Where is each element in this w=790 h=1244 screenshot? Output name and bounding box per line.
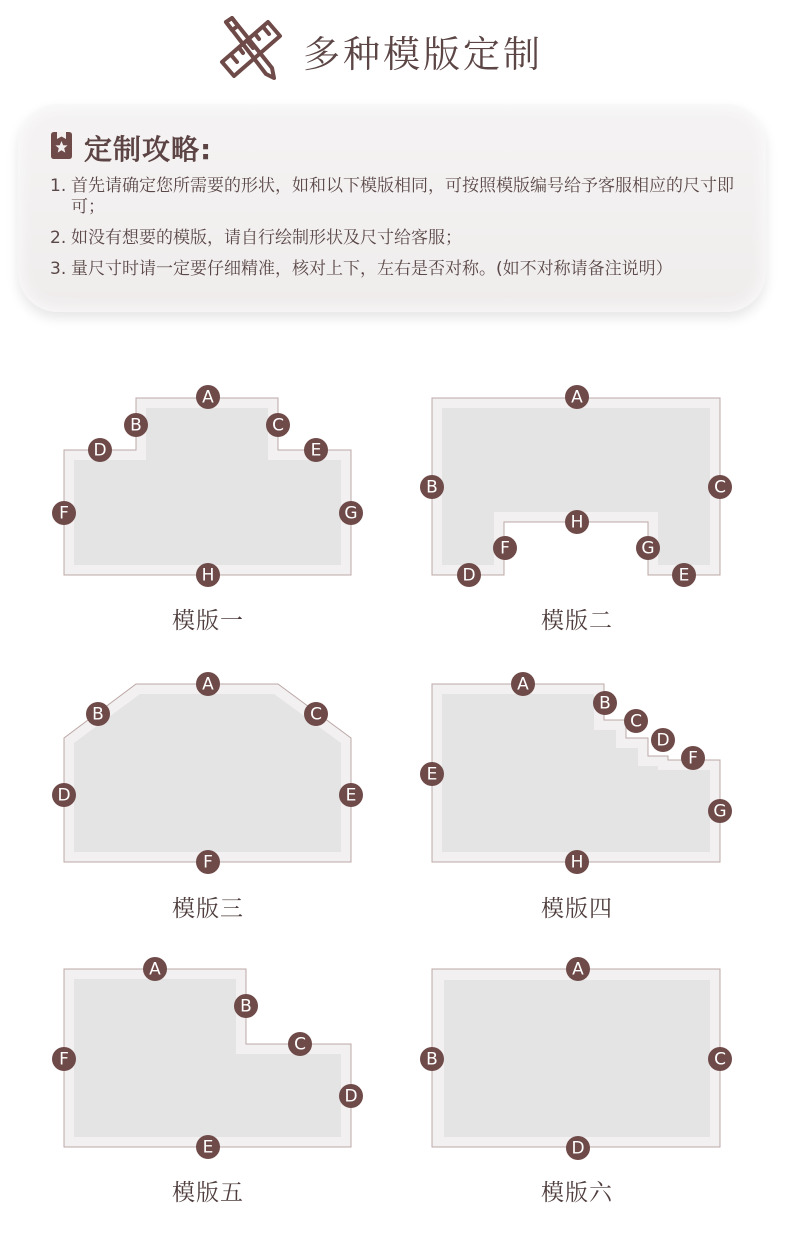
- tip-number: 3.: [50, 259, 67, 279]
- guide-title: 定制攻略:: [84, 133, 213, 166]
- svg-text:D: D: [93, 440, 107, 461]
- marker-f: [493, 536, 517, 560]
- customization-guide: [18, 104, 766, 312]
- svg-text:B: B: [240, 996, 252, 1017]
- template-1-shape: [48, 380, 368, 590]
- marker-e: [339, 783, 363, 807]
- svg-text:C: C: [294, 1034, 306, 1055]
- tip-item: [50, 259, 750, 280]
- svg-text:C: C: [310, 704, 322, 725]
- svg-text:F: F: [203, 852, 213, 873]
- marker-g: [339, 501, 363, 525]
- svg-text:E: E: [310, 440, 322, 461]
- marker-d: [457, 563, 481, 587]
- marker-d: [88, 438, 112, 462]
- svg-text:B: B: [92, 704, 104, 725]
- svg-text:F: F: [688, 748, 698, 769]
- template-label: 模版一: [172, 608, 244, 634]
- template-3[interactable]: [48, 668, 368, 928]
- marker-e: [196, 1135, 220, 1159]
- marker-h: [196, 563, 220, 587]
- svg-text:B: B: [426, 1049, 438, 1070]
- template-2[interactable]: [418, 380, 748, 640]
- svg-text:A: A: [572, 959, 584, 980]
- template-5[interactable]: [48, 952, 368, 1212]
- marker-a: [196, 672, 220, 696]
- tip-number: 2.: [50, 228, 67, 248]
- marker-g: [708, 799, 732, 823]
- tip-text: 量尺寸时请一定要仔细精准，核对上下，左右是否对称。(如不对称请备注说明）: [71, 259, 673, 279]
- marker-h: [565, 850, 589, 874]
- marker-e: [672, 563, 696, 587]
- svg-text:E: E: [426, 764, 438, 785]
- svg-text:H: H: [570, 512, 584, 533]
- marker-b: [124, 413, 148, 437]
- template-label: 模版二: [541, 608, 613, 634]
- svg-text:B: B: [426, 477, 438, 498]
- marker-f: [196, 850, 220, 874]
- template-4-shape: [418, 668, 748, 878]
- svg-text:F: F: [59, 503, 69, 524]
- svg-text:G: G: [641, 538, 655, 559]
- marker-a: [511, 672, 535, 696]
- template-label: 模版六: [541, 1180, 613, 1206]
- svg-text:C: C: [630, 711, 642, 732]
- marker-d: [566, 1136, 590, 1160]
- marker-c: [304, 702, 328, 726]
- marker-d: [339, 1084, 363, 1108]
- marker-c: [288, 1032, 312, 1056]
- star-bookmark-icon: [48, 132, 75, 159]
- marker-c: [266, 413, 290, 437]
- marker-f: [52, 501, 76, 525]
- svg-text:D: D: [656, 730, 670, 751]
- svg-text:G: G: [344, 503, 358, 524]
- svg-text:A: A: [202, 674, 214, 695]
- svg-text:G: G: [713, 801, 727, 822]
- tips-list: [50, 176, 750, 290]
- tip-item: [50, 176, 750, 218]
- marker-h: [565, 510, 589, 534]
- svg-text:F: F: [500, 538, 510, 559]
- marker-c: [708, 475, 732, 499]
- tip-text: 首先请确定您所需要的形状，如和以下模版相同，可按照模版编号给予客服相应的尺寸即可；: [71, 176, 734, 217]
- template-6-shape: [418, 952, 748, 1162]
- marker-b: [234, 994, 258, 1018]
- marker-c: [708, 1047, 732, 1071]
- tip-text: 如没有想要的模版，请自行绘制形状及尺寸给客服；: [71, 228, 462, 248]
- svg-text:C: C: [272, 415, 284, 436]
- svg-text:C: C: [714, 477, 726, 498]
- svg-text:F: F: [59, 1049, 69, 1070]
- template-3-shape: [48, 668, 368, 878]
- svg-text:A: A: [517, 674, 529, 695]
- svg-text:E: E: [345, 785, 357, 806]
- svg-text:E: E: [202, 1137, 214, 1158]
- svg-text:C: C: [714, 1049, 726, 1070]
- svg-text:H: H: [570, 852, 584, 873]
- marker-g: [636, 536, 660, 560]
- svg-text:D: D: [571, 1138, 585, 1159]
- page-title: 多种模版定制: [303, 33, 543, 76]
- marker-e: [304, 438, 328, 462]
- svg-text:B: B: [599, 693, 611, 714]
- svg-text:D: D: [462, 565, 476, 586]
- marker-f: [52, 1047, 76, 1071]
- template-6[interactable]: [418, 952, 748, 1212]
- svg-text:D: D: [344, 1086, 358, 1107]
- marker-b: [593, 691, 617, 715]
- page-header: [0, 14, 790, 86]
- marker-b: [420, 1047, 444, 1071]
- svg-text:H: H: [201, 565, 215, 586]
- tip-item: [50, 228, 750, 249]
- template-label: 模版五: [172, 1180, 244, 1206]
- marker-a: [143, 957, 167, 981]
- svg-text:D: D: [57, 785, 71, 806]
- marker-a: [196, 385, 220, 409]
- marker-c: [624, 709, 648, 733]
- marker-b: [420, 475, 444, 499]
- tip-number: 1.: [50, 176, 67, 196]
- marker-e: [420, 762, 444, 786]
- template-5-shape: [48, 952, 368, 1162]
- template-1[interactable]: [48, 380, 368, 640]
- svg-text:A: A: [202, 387, 214, 408]
- template-label: 模版三: [172, 896, 244, 922]
- marker-a: [565, 385, 589, 409]
- marker-d: [651, 728, 675, 752]
- template-4[interactable]: [418, 668, 748, 928]
- template-2-shape: [418, 380, 748, 590]
- template-label: 模版四: [541, 896, 613, 922]
- svg-text:A: A: [149, 959, 161, 980]
- svg-text:E: E: [678, 565, 690, 586]
- marker-d: [52, 783, 76, 807]
- svg-text:A: A: [571, 387, 583, 408]
- marker-b: [86, 702, 110, 726]
- svg-text:B: B: [130, 415, 142, 436]
- ruler-pencil-icon: [216, 16, 286, 82]
- marker-f: [681, 746, 705, 770]
- marker-a: [566, 957, 590, 981]
